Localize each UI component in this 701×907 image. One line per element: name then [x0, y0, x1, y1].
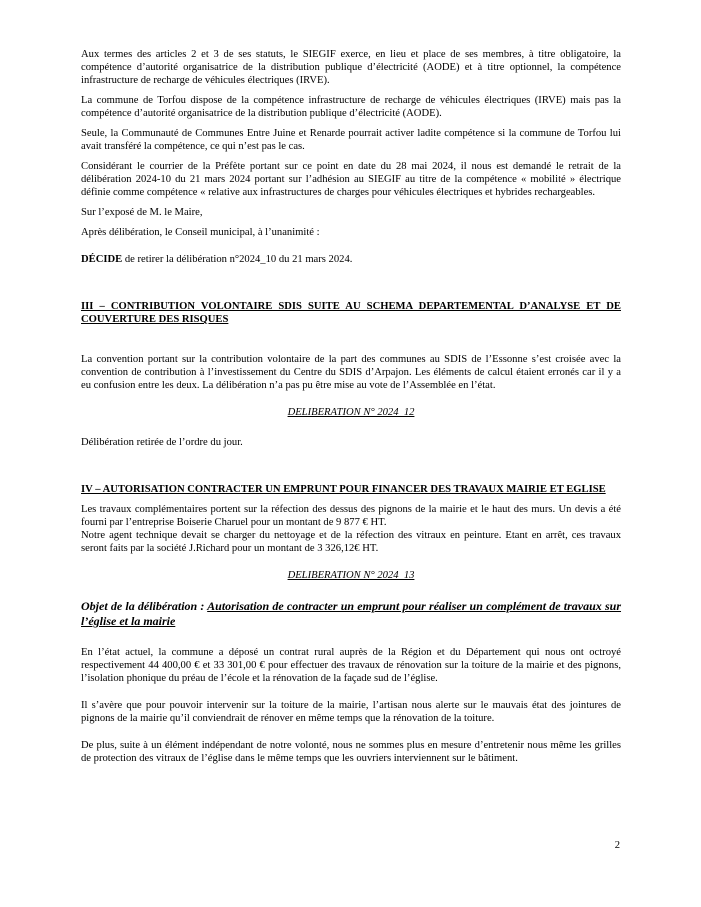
object-label: Objet de la délibération : — [81, 599, 208, 613]
paragraph: Considérant le courrier de la Préfète portant sur ce point en date du 28 mai 2024, il nous est demandé le retrait de la délibération 2024-10 du 21 mars 2024 portant sur l’adhésion au SIEGIF au titre de la compétence « mobilité » électrique définie comme compétence « relative aux infrastructures de charges pour véhicules électriques et hybrides rechargeables. — [81, 161, 621, 198]
deliberation-number: DELIBERATION N° 2024_13 — [287, 570, 415, 581]
object-text: Autorisation de contracter un emprunt pour réaliser un complément de travaux sur l’église et la mairie — [81, 599, 622, 628]
paragraph: Il s’avère que pour pouvoir intervenir sur la toiture de la mairie, l’artisan nous alerte sur le mauvais état des jointures de pignons de la mairie qu’il conviendrait de rénover en même temps que la rénovation de la toiture. — [81, 700, 621, 724]
page-number: 2 — [614, 840, 620, 851]
paragraph: Sur l’exposé de M. le Maire, — [81, 207, 203, 218]
paragraph: Notre agent technique devait se charger du nettoyage et de la réfection des vitraux en peinture. Etant en arrêt, ces travaux seront faits par la société J.Richard pour un montant de 3 326,12€ HT. — [81, 530, 621, 554]
deliberation-object — [81, 599, 621, 629]
paragraph: Aux termes des articles 2 et 3 de ses statuts, le SIEGIF exerce, en lieu et place de ses membres, à titre obligatoire, la compétence d’autorité organisatrice de la distribution publique d’électricité (AODE) et à titre optionnel, la compétence infrastructure de recharge de véhicules électriques (IRVE). — [81, 49, 621, 86]
paragraph: De plus, suite à un élément indépendant de notre volonté, nous ne sommes plus en mesure d’entretenir nous même les grilles de protection des vitraux de l’église dans le même temps que les ouvriers interviennent sur le bâtiment. — [81, 740, 621, 764]
paragraph: La convention portant sur la contribution volontaire de la part des communes au SDIS de l’Essonne s’est croisée avec la convention de contribution à l’investissement du Centre du SDIS d’Arpajon. Les éléments de calcul étaient erronés car il y a eu confusion entre les deux. La délibération n’a pas pu être mise au vote de l’Assemblée en l’état. — [81, 354, 621, 391]
paragraph: En l’état actuel, la commune a déposé un contrat rural auprès de la Région et du Département qui nous ont octroyé respectivement 44 400,00 € et 33 301,00 € pour effectuer des travaux de rénovation sur la toiture de la mairie et des pignons, l’isolation phonique du préau de l’école et la rénovation de la façade sud de l’église. — [81, 647, 621, 684]
deliberation-number: DELIBERATION N° 2024_12 — [287, 407, 415, 418]
paragraph: Les travaux complémentaires portent sur la réfection des dessus des pignons de la mairie et le haut des murs. Un devis a été fourni par l’entreprise Boiserie Charuel pour un montant de 9 877 € HT. — [81, 504, 621, 528]
paragraph: Délibération retirée de l’ordre du jour. — [81, 437, 243, 448]
paragraph: La commune de Torfou dispose de la compétence infrastructure de recharge de véhicules électriques (IRVE) mais pas la compétence d’autorité organisatrice de la distribution publique d’électricité (AODE). — [81, 95, 621, 119]
paragraph: Après délibération, le Conseil municipal, à l’unanimité : — [81, 227, 320, 238]
section-heading-3: III – CONTRIBUTION VOLONTAIRE SDIS SUITE AU SCHEMA DEPARTEMENTAL D’ANALYSE ET DE COUVERTURE DES RISQUES — [81, 301, 621, 325]
decide-word: DÉCIDE — [81, 254, 123, 265]
decision-paragraph — [81, 253, 621, 266]
paragraph: Seule, la Communauté de Communes Entre Juine et Renarde pourrait activer ladite compétence si la commune de Torfou lui avait transféré la compétence, ce qui n’est pas le cas. — [81, 128, 621, 152]
decision-text: de retirer la délibération n°2024_10 du 21 mars 2024. — [122, 254, 353, 265]
section-heading-4: IV – AUTORISATION CONTRACTER UN EMPRUNT POUR FINANCER DES TRAVAUX MAIRIE ET EGLISE — [81, 484, 606, 495]
document-page — [81, 48, 621, 772]
